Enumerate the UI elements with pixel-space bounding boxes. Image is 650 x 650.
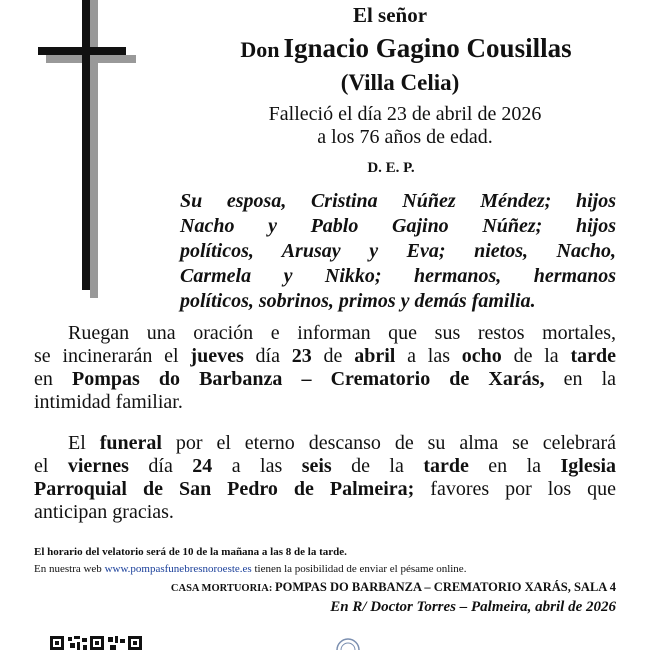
website-link[interactable]: www.pompasfunebresnoroeste.es bbox=[104, 563, 252, 575]
deceased-name bbox=[186, 31, 626, 70]
name-text: Ignacio Gagino Cousillas bbox=[283, 33, 572, 63]
ceremony-paragraph: Ruegan una oración e informan que sus restos mortales, se incinerarán el jueves día 23 de abril a las ocho de la tarde en Pompas do Barbanza – Crematorio de Xarás, en la intimidad familiar. bbox=[34, 322, 616, 413]
deceased-title: El señor bbox=[352, 3, 428, 27]
logo-emblem-icon bbox=[335, 637, 361, 650]
family-list: Su esposa, Cristina Núñez Méndez; hijos Nacho y Pablo Gajino Núñez; hijos políticos, Arusay y Eva; nietos, Nacho, Carmela y Nikko; hermanos, hermanos políticos, sobrinos, primos y demás familia. bbox=[180, 190, 616, 312]
death-date: Falleció el día 23 de abril de 2026 a los 76 años de edad. bbox=[268, 103, 542, 148]
place-date: En R/ Doctor Torres – Palmeira, abril de 2026 bbox=[330, 599, 616, 615]
casa-mortuoria: CASA MORTUORIA: POMPAS DO BARBANZA – CREMATORIO XARÁS, SALA 4 bbox=[170, 580, 616, 594]
name-prefix: Don bbox=[240, 37, 280, 62]
funeral-paragraph: El funeral por el eterno descanso de su alma se celebrará el viernes día 24 a las seis de la tarde en la Iglesia Parroquial de San Pedro de Palmeira; favores por los que anticipan gracias. bbox=[34, 432, 617, 523]
web-notice: En nuestra web www.pompasfunebresnoroeste.es tienen la posibilidad de enviar el pésame online. bbox=[34, 563, 467, 575]
qr-code-icon bbox=[50, 636, 142, 650]
dep-text: D. E. P. bbox=[367, 160, 415, 176]
nickname: (Villa Celia) bbox=[340, 70, 460, 95]
latin-cross-icon bbox=[36, 0, 136, 298]
velatorio-hours: El horario del velatorio será de 10 de la mañana a las 8 de la tarde. bbox=[34, 546, 347, 558]
